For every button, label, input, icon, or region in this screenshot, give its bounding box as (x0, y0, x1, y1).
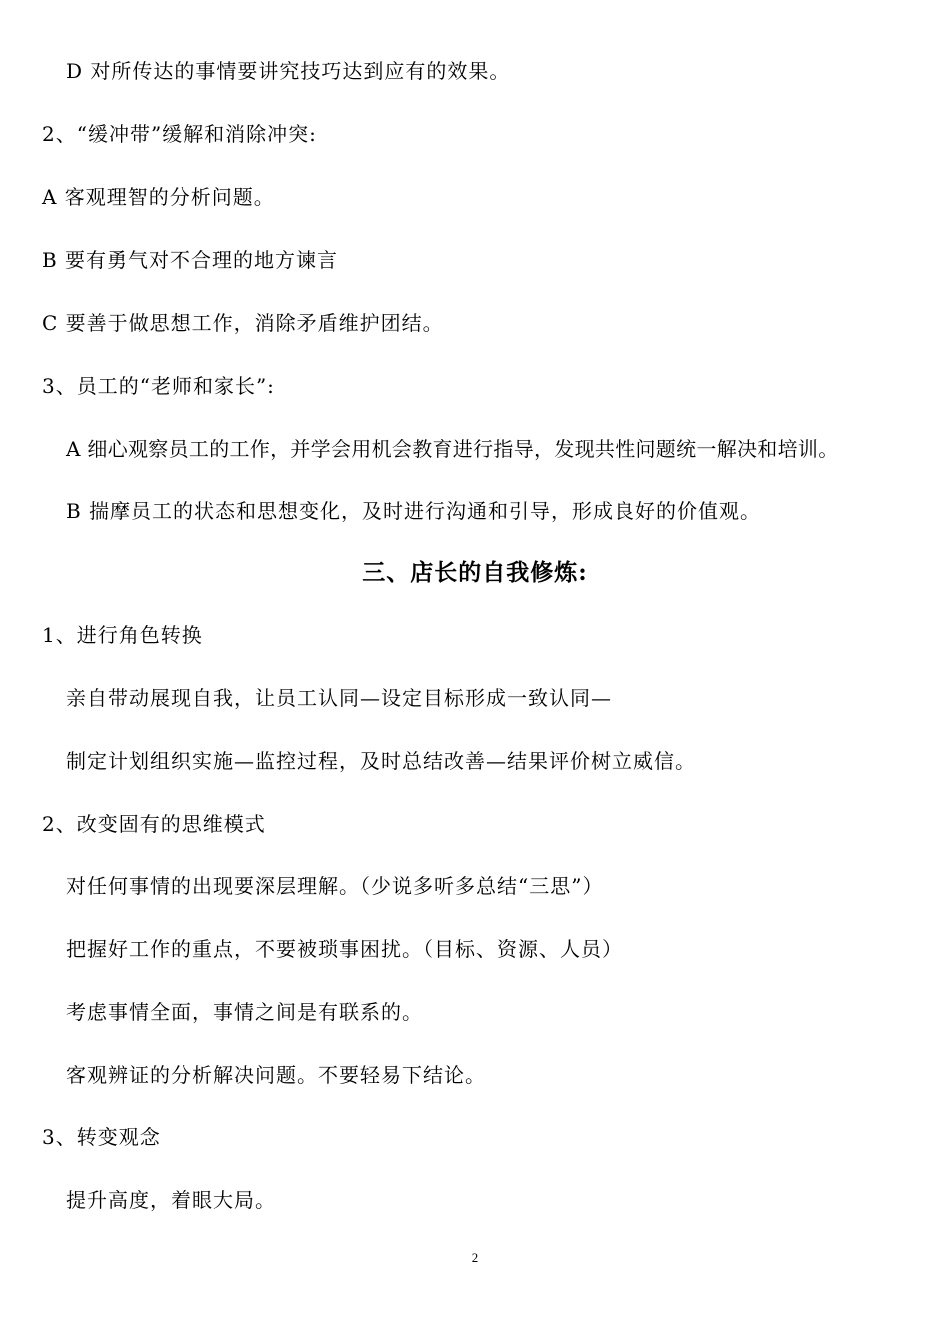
text-line: A 细心观察员工的工作，并学会用机会教育进行指导，发现共性问题统一解决和培训。 (66, 437, 839, 461)
subheading-line: 2、改变固有的思维模式 (42, 812, 266, 836)
text-line: 把握好工作的重点，不要被琐事困扰。（目标、资源、人员） (66, 937, 623, 961)
page-number: 2 (471, 1250, 479, 1265)
text-line: 对任何事情的出现要深层理解。（少说多听多总结“三思”） (66, 874, 604, 898)
subheading-line: 2、“缓冲带”缓解和消除冲突: (42, 122, 317, 146)
subheading-line: 1、进行角色转换 (42, 623, 203, 647)
text-line: B 要有勇气对不合理的地方谏言 (42, 248, 339, 272)
text-line: 提升高度，着眼大局。 (66, 1188, 276, 1212)
text-line: C 要善于做思想工作，消除矛盾维护团结。 (42, 311, 444, 335)
section-heading: 三、店长的自我修炼: (362, 559, 588, 586)
text-line: 亲自带动展现自我，让员工认同—设定目标形成一致认同— (66, 686, 612, 710)
text-line: 考虑事情全面，事情之间是有联系的。 (66, 1000, 423, 1024)
text-line: 客观辨证的分析解决问题。不要轻易下结论。 (66, 1063, 486, 1087)
text-line: D 对所传达的事情要讲究技巧达到应有的效果。 (66, 59, 511, 83)
text-line: B 揣摩员工的状态和思想变化，及时进行沟通和引导，形成良好的价值观。 (66, 499, 762, 523)
text-line: A 客观理智的分析问题。 (42, 185, 275, 209)
text-line: 制定计划组织实施—监控过程，及时总结改善—结果评价树立威信。 (66, 749, 696, 773)
subheading-line: 3、转变观念 (42, 1125, 161, 1149)
subheading-line: 3、员工的“老师和家长”: (42, 374, 275, 398)
